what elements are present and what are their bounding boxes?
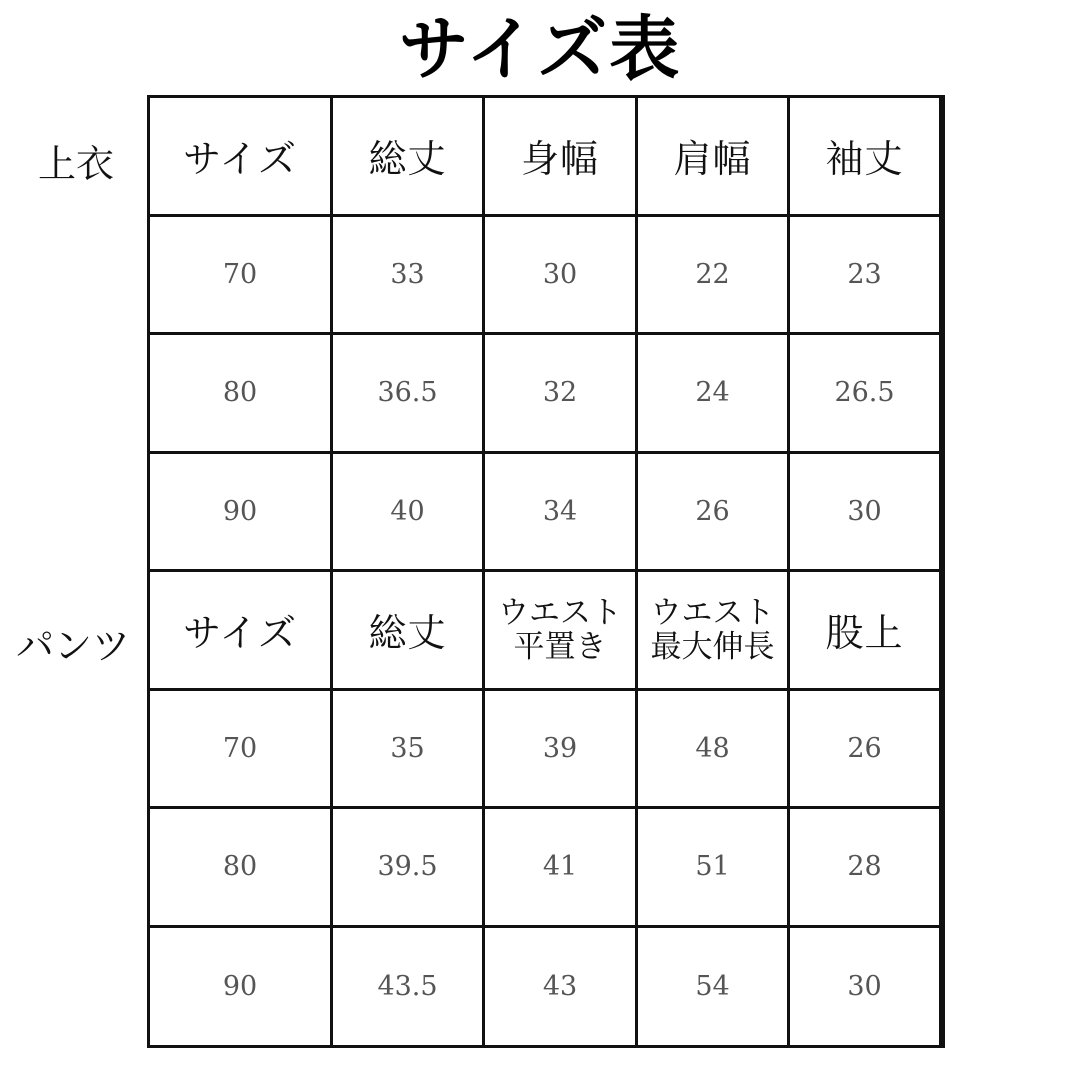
table-cell: 80 (150, 809, 333, 928)
jacket-header-body-width: 身幅 (485, 98, 638, 217)
table-cell: 22 (638, 217, 790, 336)
pants-header-waist-flat-line1: ウエスト (498, 594, 622, 631)
jacket-header-shoulder-width: 肩幅 (638, 98, 790, 217)
table-cell: 30 (790, 454, 942, 573)
table-cell: 35 (333, 691, 485, 810)
table-cell: 43 (485, 928, 638, 1047)
pants-header-waist-flat (485, 572, 638, 691)
table-cell: 24 (638, 335, 790, 454)
jacket-section-label: 上衣 (37, 142, 114, 186)
pants-header-rise: 股上 (790, 572, 942, 691)
table-cell: 34 (485, 454, 638, 573)
table-cell: 70 (150, 217, 333, 336)
jacket-header-total-length: 総丈 (333, 98, 485, 217)
table-cell: 90 (150, 454, 333, 573)
table-right-edge (942, 809, 945, 928)
table-right-edge (942, 691, 945, 810)
table-right-edge (942, 572, 945, 691)
table-cell: 54 (638, 928, 790, 1047)
table-cell: 40 (333, 454, 485, 573)
pants-header-total-length: 総丈 (333, 572, 485, 691)
pants-header-size: サイズ (150, 572, 333, 691)
table-cell: 28 (790, 809, 942, 928)
table-cell: 39 (485, 691, 638, 810)
table-cell: 32 (485, 335, 638, 454)
pants-header-waist-max-line2: 最大伸長 (650, 628, 775, 665)
table-right-edge (942, 928, 945, 1047)
table-cell: 41 (485, 809, 638, 928)
table-cell: 30 (790, 928, 942, 1047)
table-cell: 30 (485, 217, 638, 336)
table-cell: 51 (638, 809, 790, 928)
table-cell: 70 (150, 691, 333, 810)
table-right-edge (942, 454, 945, 573)
table-cell: 39.5 (333, 809, 485, 928)
pants-header-waist-max (638, 572, 790, 691)
page-title: サイズ表 (398, 8, 682, 90)
table-right-edge (942, 217, 945, 336)
table-cell: 48 (638, 691, 790, 810)
jacket-header-sleeve-length: 袖丈 (790, 98, 942, 217)
pants-section-label: パンツ (15, 624, 130, 668)
table-cell: 26 (790, 691, 942, 810)
table-cell: 90 (150, 928, 333, 1047)
table-cell: 26.5 (790, 335, 942, 454)
table-cell: 80 (150, 335, 333, 454)
pants-header-waist-max-line1: ウエスト (650, 594, 775, 631)
table-right-edge (942, 335, 945, 454)
table-cell: 26 (638, 454, 790, 573)
jacket-header-size: サイズ (150, 98, 333, 217)
table-cell: 23 (790, 217, 942, 336)
pants-header-waist-flat-line2: 平置き (513, 628, 607, 665)
table-cell: 43.5 (333, 928, 485, 1047)
table-cell: 33 (333, 217, 485, 336)
table-right-edge (942, 98, 945, 217)
table-cell: 36.5 (333, 335, 485, 454)
size-table (147, 95, 945, 1048)
